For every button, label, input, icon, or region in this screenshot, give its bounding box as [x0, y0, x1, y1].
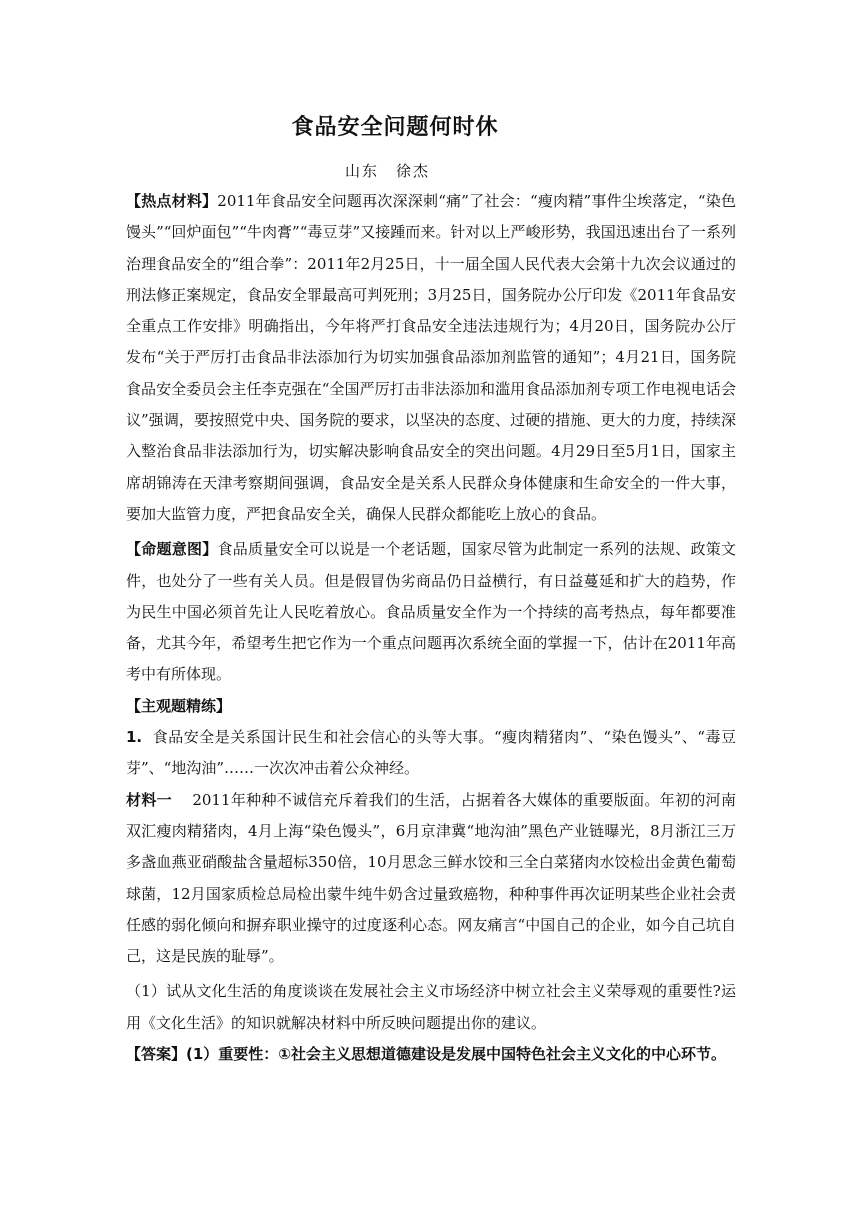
doc-author: 山东 徐杰: [345, 162, 431, 180]
intent-text: 食品质量安全可以说是一个老话题，国家尽管为此制定一系列的法规、政策文件，也处分了一些有关人员。但是假冒伪劣商品仍日益横行，有日益蔓延和扩大的趋势，作为民生中国必须首先让人民吃着放心。食品质量安全作为一个持续的高考热点，每年都要准备，尤其今年，希望考生把它作为一个重点问题再次系统全面的掌握一下，估计在2011年高考中有所体现。: [126, 540, 736, 684]
sub-question-1: [126, 976, 736, 1039]
intent-label: 【命题意图】: [126, 540, 218, 559]
section-heading: [126, 691, 736, 722]
question-1-number: 1.: [126, 728, 143, 747]
material-1-label: 材料一: [126, 790, 172, 809]
material-1: [126, 785, 736, 973]
material-1-text: 2011年种种不诚信充斥着我们的生活，占据着各大媒体的重要版面。年初的河南双汇瘦肉精猪肉，4月上海“染色馒头”，6月京津冀“地沟油”黑色产业链曝光，8月浙江三万多盏血燕亚硝酸盐含量超标350倍，10月思念三鲜水饺和三全白菜猪肉水饺检出金黄色葡萄球菌，12月国家质检总局检出蒙牛纯牛奶含过量致癌物，种种事件再次证明某些企业社会责任感的弱化倾向和摒弃职业操守的过度逐利心态。网友痛言“中国自己的企业，如今自己坑自己，这是民族的耻辱”。: [126, 790, 736, 966]
answer-text: (1）重要性：①社会主义思想道德建设是发展中国特色社会主义文化的中心环节。: [186, 1045, 727, 1064]
answer-label: 【答案】: [126, 1045, 187, 1064]
answer-paragraph: [126, 1039, 736, 1070]
hot-material-paragraph: [126, 186, 736, 530]
hot-material-text: 2011年食品安全问题再次深深刺“痛”了社会：“瘦肉精”事件尘埃落定，“染色馒头”“回炉面包”“牛肉膏”“毒豆芽”又接踵而来。针对以上严峻形势，我国迅速出台了一系列治理食品安全的“组合拳”：2011年2月25日，十一届全国人民代表大会第十九次会议通过的刑法修正案规定，食品安全罪最高可判死刑；3月25日，国务院办公厅印发《2011年食品安全重点工作安排》明确指出，今年将严打食品安全违法违规行为；4月20日，国务院办公厅发布“关于严厉打击食品非法添加行为切实加强食品添加剂监管的通知”；4月21日，国务院食品安全委员会主任李克强在“全国严厉打击非法添加和滥用食品添加剂专项工作电视电话会议”强调，要按照党中央、国务院的要求，以坚决的态度、过硬的措施、更大的力度，持续深入整治食品非法添加行为，切实解决影响食品安全的突出问题。4月29日至5月1日，国家主席胡锦涛在天津考察期间强调，食品安全是关系人民群众身体健康和生命安全的一件大事，要加大监管力度，严把食品安全关，确保人民群众都能吃上放心的食品。: [126, 192, 736, 523]
intent-paragraph: [126, 534, 736, 690]
question-1-text: 食品安全是关系国计民生和社会信心的头等大事。“瘦肉精猪肉”、“染色馒头”、“毒豆芽”、“地沟油”……一次次冲击着公众神经。: [126, 728, 736, 778]
doc-title: 食品安全问题何时休: [291, 115, 499, 140]
question-1: [126, 722, 736, 785]
hot-material-label: 【热点材料】: [126, 192, 218, 210]
section-heading-text: 【主观题精练】: [126, 696, 232, 715]
doc-body: [126, 186, 736, 1070]
sub-question-1-text: （1）试从文化生活的角度谈谈在发展社会主义市场经济中树立社会主义荣辱观的重要性?运用《文化生活》的知识就解决材料中所反映问题提出你的建议。: [126, 982, 736, 1032]
